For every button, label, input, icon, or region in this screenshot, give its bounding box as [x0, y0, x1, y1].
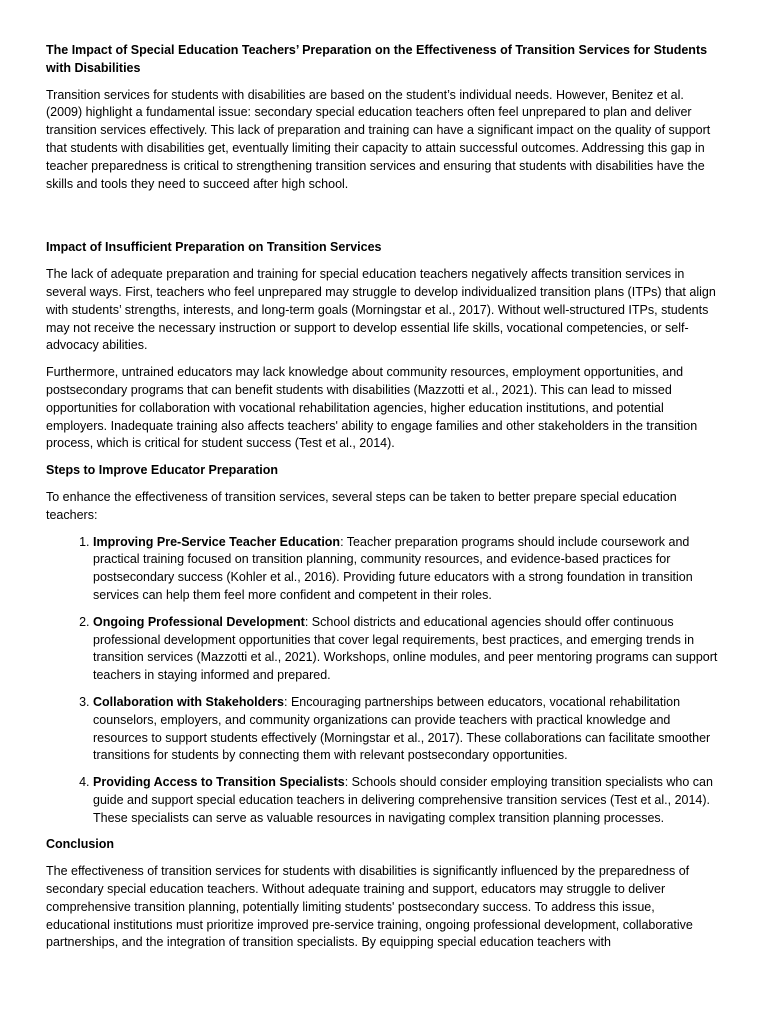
list-item-term: Ongoing Professional Development	[93, 614, 305, 629]
document-title: The Impact of Special Education Teachers’ Preparation on the Effectiveness of Transition Services for Students with Disabilities	[46, 43, 708, 75]
steps-intro-paragraph: To enhance the effectiveness of transition services, several steps can be taken to better prepare special education teachers:	[46, 489, 677, 522]
steps-list	[46, 534, 722, 828]
list-item-text: : Teacher preparation programs should include coursework and practical training focused on transition planning, community resources, and evidence-based practices for postsecondary success (Kohler et al., 2016). Providing future educators with a strong foundation in transition services can help them feel more confident and competent in their roles.	[93, 534, 693, 602]
section-heading-steps: Steps to Improve Educator Preparation	[46, 463, 278, 478]
section-heading-conclusion: Conclusion	[46, 837, 115, 852]
list-item-text: : School districts and educational agencies should offer continuous professional development opportunities that cover legal requirements, best practices, and emerging trends in transition services (Mazzotti et al., 2021). Workshops, online modules, and peer mentoring programs can support teachers in staying informed and prepared.	[93, 614, 718, 683]
intro-paragraph: Transition services for students with disabilities are based on the student’s individual needs. However, Benitez et al. (2009) highlight a fundamental issue: secondary special education teachers often feel unprepared to plan and deliver transition services effectively. This lack of preparation and training can have a significant impact on the quality of support that students with disabilities get, eventually limiting their capacity to attain successful outcomes. Addressing this gap in teacher preparedness is critical to strengthening transition services and ensuring that students with disabilities have the skills and tools they need to succeed after high school.	[46, 87, 711, 191]
section-spacer	[46, 202, 722, 239]
list-item-text: : Schools should consider employing transition specialists who can guide and support special education teachers in delivering comprehensive transition services (Test et al., 2014). These specialists can serve as valuable resources in navigating complex transition planning processes.	[93, 775, 713, 825]
conclusion-paragraph: The effectiveness of transition services for students with disabilities is significantly influenced by the preparedness of secondary special education teachers. Without adequate training and support, educators may struggle to deliver comprehensive transition planning, potentially limiting students' postsecondary success. To address this issue, educational institutions must prioritize improved pre-service training, ongoing professional development, collaborative partnerships, and the integration of transition specialists. By equipping special education teachers with	[46, 864, 693, 950]
list-item	[93, 774, 722, 827]
list-item-term: Improving Pre-Service Teacher Education	[93, 534, 341, 549]
list-item	[93, 614, 722, 685]
document-page	[46, 42, 722, 961]
list-item-term: Providing Access to Transition Specialists	[93, 775, 345, 790]
list-item	[93, 534, 722, 605]
impact-paragraph-1: The lack of adequate preparation and training for special education teachers negatively affects transition services in several ways. First, teachers who feel unprepared may struggle to develop individualized transition plans (ITPs) that align with students’ strengths, interests, and long-term goals (Morningstar et al., 2017). Without well-structured ITPs, students may not receive the necessary instruction or support to develop essential life skills, vocational competencies, or self-advocacy abilities.	[46, 267, 716, 353]
list-item-text: : Encouraging partnerships between educators, vocational rehabilitation counselors, employers, and community organizations can provide teachers with practical knowledge and resources to support students effectively (Morningstar et al., 2017). These collaborations can facilitate smoother transitions for students by connecting them with relevant postsecondary opportunities.	[93, 694, 711, 763]
list-item	[93, 694, 722, 765]
section-heading-impact: Impact of Insufficient Preparation on Transition Services	[46, 240, 382, 255]
impact-paragraph-2: Furthermore, untrained educators may lack knowledge about community resources, employment opportunities, and postsecondary programs that can benefit students with disabilities (Mazzotti et al., 2021). This can lead to missed opportunities for collaboration with vocational rehabilitation agencies, higher education institutions, and potential employers. Inadequate training also affects teachers' ability to engage families and other stakeholders in the transition process, which is critical for student success (Test et al., 2014).	[46, 365, 698, 451]
list-item-term: Collaboration with Stakeholders	[93, 694, 284, 709]
